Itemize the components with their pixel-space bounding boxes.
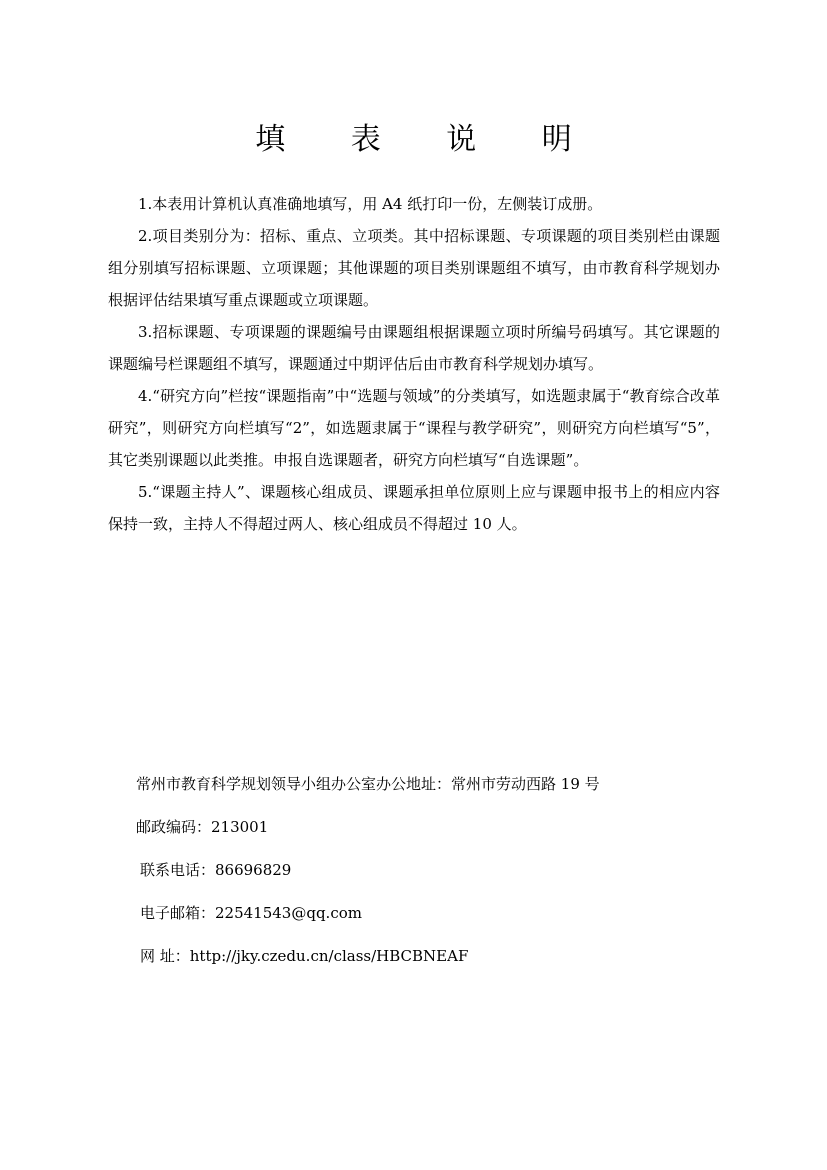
website-url: 网 址：http://jky.czedu.cn/class/HBCBNEAF bbox=[140, 947, 469, 965]
email-address: 电子邮箱：22541543@qq.com bbox=[140, 904, 362, 922]
phone-number: 联系电话：86696829 bbox=[140, 861, 292, 879]
instruction-paragraph-4: 4.“研究方向”栏按“课题指南”中“选题与领域”的分类填写，如选题隶属于“教育综合改革研究”，则研究方向栏填写“2”，如选题隶属于“课程与教学研究”，则研究方向栏填写“5”，其它类别课题以此类推。申报自选课题者，研究方向栏填写“自选课题”。 bbox=[108, 387, 720, 469]
postcode: 邮政编码：213001 bbox=[136, 818, 269, 836]
page-title: 填 表 说 明 bbox=[255, 122, 600, 157]
instructions-body bbox=[108, 188, 720, 540]
instruction-paragraph-2: 2.项目类别分为：招标、重点、立项类。其中招标课题、专项课题的项目类别栏由课题组分别填写招标课题、立项课题；其他课题的项目类别课题组不填写，由市教育科学规划办根据评估结果填写重点课题或立项课题。 bbox=[108, 227, 720, 309]
office-address: 常州市教育科学规划领导小组办公室办公地址：常州市劳动西路 19 号 bbox=[136, 775, 600, 793]
instruction-paragraph-3: 3.招标课题、专项课题的课题编号由课题组根据课题立项时所编号码填写。其它课题的课题编号栏课题组不填写，课题通过中期评估后由市教育科学规划办填写。 bbox=[108, 323, 720, 373]
contact-info bbox=[136, 774, 736, 989]
instruction-paragraph-5: 5.“课题主持人”、课题核心组成员、课题承担单位原则上应与课题申报书上的相应内容保持一致，主持人不得超过两人、核心组成员不得超过 10 人。 bbox=[108, 483, 720, 533]
instruction-paragraph-1: 1.本表用计算机认真准确地填写，用 A4 纸打印一份，左侧装订成册。 bbox=[138, 195, 603, 213]
